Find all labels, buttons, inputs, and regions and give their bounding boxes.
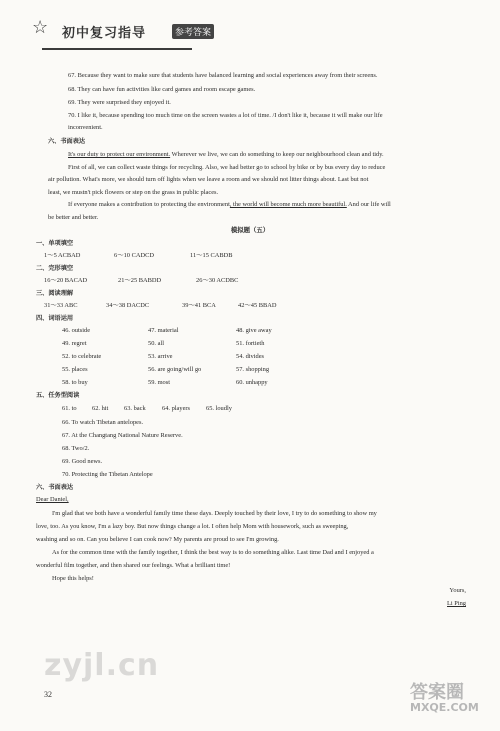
site-logo xyxy=(410,682,479,720)
star-icon: ☆ xyxy=(32,17,49,37)
letter-greeting: Dear Daniel, xyxy=(36,496,69,503)
sec1-answer-2: 6～10 CADCD xyxy=(114,252,154,259)
letter-signature: Li Ping xyxy=(447,600,466,607)
sec2-answer-2: 21～25 BABDD xyxy=(118,277,162,284)
essay-line-1 xyxy=(68,152,384,158)
sec4-cell: 46. outside xyxy=(62,327,91,334)
sec5-item-67: 67. At the Changtang National Nature Reserve. xyxy=(62,432,183,439)
letter-line-1: I'm glad that we both have a wonderful family time these days. Deeply touched by their love, I try to do something to show my xyxy=(52,510,377,517)
header-title: 初中复习指导 xyxy=(62,26,147,41)
sec4-cell: 47. material xyxy=(148,327,179,334)
test5-title: 模拟题（五） xyxy=(230,226,270,234)
sec3-answer-1: 31～33 ABC xyxy=(44,302,78,309)
sec4-cell: 49. regret xyxy=(62,340,87,347)
sec5-item-66: 66. To watch Tibetan antelopes. xyxy=(62,419,144,426)
sec4-cell: 58. to buy xyxy=(62,379,88,386)
essay-line-5-underlined: , the world will become much more beautiful. xyxy=(229,201,347,208)
logo-bottom-text: MXQE.COM xyxy=(410,701,479,714)
essay-line-2: First of all, we can collect waste things for recycling. Also, we had better go to school by bike or by bus every day to reduce xyxy=(68,164,386,171)
essay-line-5-a: If everyone makes a contribution to protecting the environment xyxy=(68,201,230,208)
sec3-answer-2: 34～38 DACDC xyxy=(106,302,150,309)
section-heading-1: 一、单项填空 xyxy=(36,240,74,247)
answer-70: 70. I like it, because spending too much time on the screen wastes a lot of time. /I don't like it, because it will make our life xyxy=(68,112,383,119)
section-heading-4: 四、词语运用 xyxy=(36,315,74,322)
section-heading-2: 二、完形填空 xyxy=(36,265,74,272)
section-heading-writing-a: 六、书面表达 xyxy=(48,138,86,145)
sec5-answer: 61. to xyxy=(62,405,77,412)
sec4-cell: 53. arrive xyxy=(148,353,173,360)
sec5-item-69: 69. Good news. xyxy=(62,458,103,465)
sec4-cell: 48. give away xyxy=(236,327,272,334)
essay-line-6: be better and better. xyxy=(48,214,99,221)
sec3-answer-4: 42～45 BBAD xyxy=(238,302,277,309)
sec5-item-68: 68. Two/2. xyxy=(62,445,90,452)
essay-line-5-b: And our life will xyxy=(346,201,391,208)
section-heading-6: 六、书面表达 xyxy=(36,484,74,491)
sec4-cell: 54. divides xyxy=(236,353,265,360)
answer-67: 67. Because they want to make sure that students have balanced learning and social experiences away from their screens. xyxy=(68,72,378,79)
sec5-answer: 63. back xyxy=(124,405,146,412)
sec4-cell: 50. all xyxy=(148,340,164,347)
header-subtitle: 参考答案 xyxy=(172,24,214,39)
section-heading-3: 三、阅读理解 xyxy=(36,290,74,297)
letter-line-3: washing and so on. Can you believe I can cook now? My parents are proud to see I'm growing. xyxy=(36,536,279,543)
watermark-text: zyjl.cn xyxy=(44,648,160,683)
sec5-item-70: 70. Protecting the Tibetan Antelope xyxy=(62,471,153,478)
sec4-cell: 56. are going/will go xyxy=(148,366,202,373)
logo-top-text: 答案圈 xyxy=(410,682,464,703)
answer-68: 68. They can have fun activities like card games and room escape games. xyxy=(68,86,256,93)
essay-line-5 xyxy=(68,202,391,208)
essay-topic-sentence: It's our duty to protect our environment. xyxy=(68,151,171,158)
essay-line-1-rest: Wherever we live, we can do something to keep our neighbourhood clean and tidy. xyxy=(170,151,384,158)
essay-line-3: air pollution. What's more, we should turn off lights when we leave a room and we should not litter things about. Last but not xyxy=(48,176,369,183)
page-number: 32 xyxy=(44,690,52,699)
sec5-answer: 64. players xyxy=(162,405,191,412)
sec2-answer-3: 26～30 ACDBC xyxy=(196,277,239,284)
sec4-cell: 57. shopping xyxy=(236,366,270,373)
letter-line-2: love, too. As you know, I'm a lazy boy. But now things change a lot. I often help Mom with housework, such as sweeping, xyxy=(36,523,349,530)
sec4-cell: 55. places xyxy=(62,366,88,373)
sec4-cell: 51. fortieth xyxy=(236,340,265,347)
sec2-answer-1: 16～20 BACAD xyxy=(44,277,88,284)
letter-line-6: Hope this helps! xyxy=(52,575,94,582)
letter-closing: Yours, xyxy=(449,587,466,594)
answer-70-cont: inconvenient. xyxy=(68,124,103,131)
letter-line-4: As for the common time with the family together, I think the best way is to do something alike. Last time Dad and I enjoyed a xyxy=(52,549,374,556)
sec1-answer-1: 1～5 ACBAD xyxy=(44,252,81,259)
answer-69: 69. They were surprised they enjoyed it. xyxy=(68,99,171,106)
section-heading-5: 五、任务型阅读 xyxy=(36,392,80,399)
sec3-answer-3: 39～41 BCA xyxy=(182,302,216,309)
sec4-cell: 52. to celebrate xyxy=(62,353,102,360)
sec1-answer-3: 11～15 CABDB xyxy=(190,252,233,259)
letter-line-5: wonderful film together, and then shared our feelings. What a brilliant time! xyxy=(36,562,231,569)
sec5-answer: 62. hit xyxy=(92,405,109,412)
essay-line-4: least, we mustn't pick flowers or step on the grass in public places. xyxy=(48,189,219,196)
sec4-cell: 60. unhappy xyxy=(236,379,268,386)
sec5-answer: 65. loudly xyxy=(206,405,232,412)
sec4-cell: 59. most xyxy=(148,379,171,386)
